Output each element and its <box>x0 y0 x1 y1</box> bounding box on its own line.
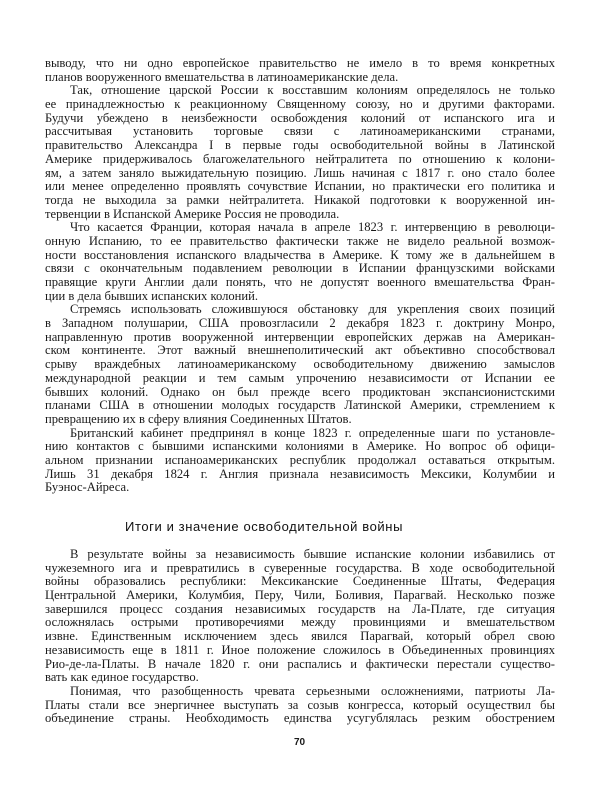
text-line: Рио-де-ла-Платы. В начале 1820 г. они распались и фактически перестали существо- <box>45 656 555 671</box>
text-line: войны образовались республики: Мексиканские Соединенные Штаты, Федерация <box>45 574 555 589</box>
text-line: связи с окончательным подавлением революции в Испании французскими войсками <box>45 261 555 276</box>
text-line: международной реакции и тем самым упрочению независимости от Испании ее <box>45 370 555 385</box>
text-line: ее принадлежностью к реакционному Священному союзу, но и другими факторами. <box>45 97 555 112</box>
text-line: ности восстановления испанского владычества в Америке. К тому же в дальнейшем в <box>45 247 555 262</box>
text-line: объединение страны. Необходимость единства усугублялась резким обострением <box>45 711 555 726</box>
text-line: ском континенте. Этот важный внешнеполитический акт объективно способствовал <box>45 343 555 358</box>
text-line: срыву враждебных латиноамериканскому освободительному движению замыслов <box>45 357 555 372</box>
text-line: ям, а затем заняло выжидательную позицию. Лишь начиная с 1817 г. оно стало более <box>45 165 555 180</box>
text-line: Америке придерживалось благожелательного нейтралитета по отношению к колони- <box>45 151 555 166</box>
text-line: извне. Единственным исключением здесь явился Парагвай, который обрел свою <box>45 629 555 644</box>
text-line: планов вооруженного вмешательства в латиноамериканские дела. <box>45 69 399 84</box>
text-line: Стремясь использовать сложившуюся обстановку для укрепления своих позиций <box>70 302 555 317</box>
paragraph <box>45 548 555 685</box>
text-line: завершился процесс создания независимых государств на Ла-Плате, где ситуация <box>45 601 555 616</box>
text-line: вать как единое государство. <box>45 670 199 685</box>
text-line: тогда не выходила за рамки нейтралитета. Никакой подготовки к вооруженной ин- <box>45 192 555 207</box>
text-section-before-heading <box>45 57 555 495</box>
paragraph <box>45 84 555 221</box>
text-line: нию контактов с бывшими испанскими колониями в Америке. Но вопрос об офици- <box>45 439 555 454</box>
text-section-after-heading <box>45 548 555 726</box>
text-line: в Западном полушарии, США провозгласили 2 декабря 1823 г. доктрину Монро, <box>45 316 555 331</box>
text-line: или менее определенно проявлять сочувствие Испании, но практически его политика и <box>45 179 555 194</box>
text-line: осложнялась острыми противоречиями между провинциями и вмешательством <box>45 615 555 630</box>
paragraph <box>45 57 555 84</box>
text-line: Понимая, что разобщенность чревата серьезными осложнениями, патриоты Ла- <box>70 683 555 698</box>
text-line: правящие круги Англии дали понять, что не допустят военного вмешательства Фран- <box>45 275 555 289</box>
text-line: Центральной Америки, Колумбия, Перу, Чили, Боливия, Парагвай. Несколько позже <box>45 588 555 603</box>
text-line: Буэнос-Айреса. <box>45 480 130 495</box>
text-line: планами США в отношении молодых государств Латинской Америки, стремлением к <box>45 398 555 413</box>
text-line: Лишь 31 декабря 1824 г. Англия признала независимость Мексики, Колумбии и <box>45 466 555 481</box>
text-line: независимость еще в 1811 г. Иное положение сложилось в Объединенных провинциях <box>45 642 555 657</box>
text-line: онную Испанию, то ее правительство фактически также не видело реальной возмож- <box>45 233 555 248</box>
paragraph <box>45 303 555 426</box>
paragraph <box>45 685 555 726</box>
text-line: выводу, что ни одно европейское правительство не имело в то время конкретных <box>45 56 555 70</box>
text-line: бывших колоний. Однако он был прежде всего продиктован экспансионистскими <box>45 384 555 399</box>
text-line: тервенции в Испанской Америке Россия не проводила. <box>45 206 340 221</box>
text-line: превращению их в сферу влияния Соединенных Штатов. <box>45 411 352 426</box>
page-number: 70 <box>294 737 306 748</box>
text-line: направленную против вооруженной интервенции европейских держав на Американ- <box>45 329 555 344</box>
section-heading: Итоги и значение освободительной войны <box>125 519 404 534</box>
text-line: альном признании испаноамериканских республик продолжал оставаться открытым. <box>45 452 555 467</box>
text-line: В результате войны за независимость бывшие испанские колонии избавились от <box>70 547 555 561</box>
text-line: чужеземного ига и превратились в суверенные государства. В ходе освободительной <box>45 560 555 575</box>
paragraph <box>45 427 555 495</box>
text-line: правительство Александра I в первые годы освободительной войны в Латинской <box>45 138 555 153</box>
text-line: Платы стали все энергичнее выступать за созыв конгресса, который осуществил бы <box>45 697 555 712</box>
text-line: Что касается Франции, которая начала в апреле 1823 г. интервенцию в революци- <box>70 220 555 235</box>
text-line: ции в дела бывших испанских колоний. <box>45 288 259 303</box>
paragraph <box>45 221 555 303</box>
text-line: Будучи убеждено в неизбежности освобождения колоний от испанского ига и <box>45 110 555 125</box>
text-line: Британский кабинет предпринял в конце 1823 г. определенные шаги по установле- <box>70 425 555 440</box>
text-line: Так, отношение царской России к восставшим колониям определялось не только <box>70 83 555 98</box>
text-line: рассчитывая установить торговые связи с латиноамериканскими странами, <box>45 124 555 139</box>
